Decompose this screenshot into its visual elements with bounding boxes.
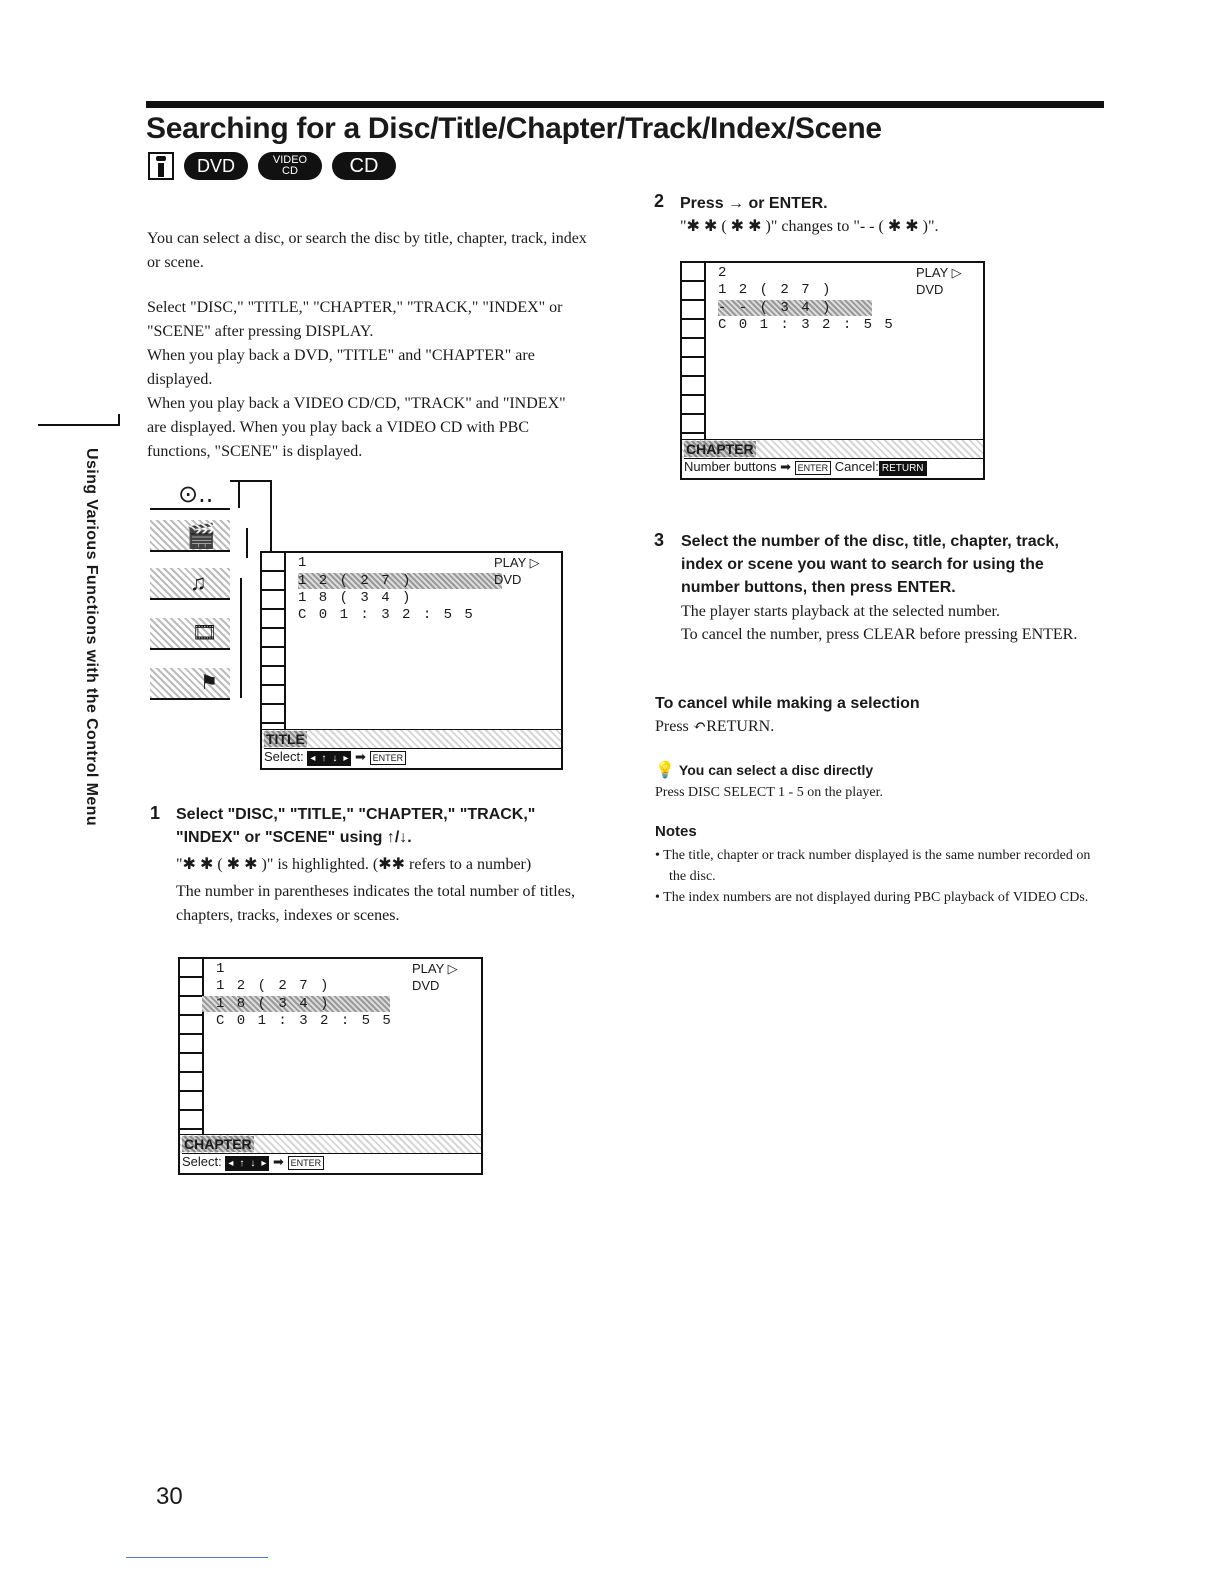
osd-play: PLAY ▷ — [494, 555, 540, 570]
cd-badge: CD — [332, 152, 396, 180]
osd-play: PLAY ▷ — [412, 961, 458, 976]
disc-type-icons — [148, 152, 396, 180]
cancel-heading: To cancel while making a selection — [655, 695, 920, 712]
video-cd-badge-top: VIDEO — [272, 154, 308, 166]
info-icon — [148, 152, 174, 180]
osd-footer-select: Select: ◂ ↑ ↓ ▸ ➡ ENTER — [182, 1153, 483, 1171]
osd-line-2: 1 2 ( 2 7 ) — [216, 978, 331, 994]
osd-line-2: 1 2 ( 2 7 ) — [298, 573, 502, 589]
side-tab-rule — [38, 424, 120, 426]
tip — [655, 760, 1095, 780]
step-3-text-2: To cancel the number, press CLEAR before pressing ENTER. — [681, 626, 1078, 643]
tip-text: Press DISC SELECT 1 - 5 on the player. — [655, 785, 884, 800]
description-line: When you play back a DVD, "TITLE" and "CHAPTER" are displayed. — [147, 347, 535, 388]
osd-type: DVD — [916, 282, 944, 297]
music-note-icon: ♫ — [190, 570, 207, 595]
osd-line-3: - - ( 3 4 ) — [718, 300, 872, 316]
tip-heading: You can select a disc directly — [678, 762, 874, 778]
osd-line-1: 2 — [718, 265, 729, 281]
notes-list — [655, 845, 1100, 908]
osd-line-2: 1 2 ( 2 7 ) — [718, 282, 833, 298]
description-line: When you play back a VIDEO CD/CD, "TRACK" and "INDEX" are displayed. When you play back a VIDEO CD with PBC functions, "SCENE" is displayed. — [147, 395, 566, 460]
step-3-number: 3 — [654, 530, 665, 550]
osd-line-4: C 0 1 : 3 2 : 5 5 — [298, 607, 475, 623]
osd-type: DVD — [494, 572, 522, 587]
intro-text: You can select a disc, or search the disc by title, chapter, track, index or scene. — [147, 230, 587, 271]
osd-footer-select-text: Select: — [264, 749, 304, 764]
osd-footer-label: TITLE — [266, 731, 305, 747]
osd-chapter-screen — [178, 957, 483, 1175]
step-1-number: 1 — [150, 803, 161, 823]
note-item: • The index numbers are not displayed during PBC playback of VIDEO CDs. — [655, 890, 1089, 905]
osd-footer — [180, 1134, 481, 1173]
side-tab-tick — [118, 414, 120, 426]
osd-play: PLAY ▷ — [916, 265, 962, 280]
osd-title-screen — [260, 551, 563, 770]
step-2-heading: Press → or ENTER. — [680, 195, 828, 212]
clapper-icon: 🎬 — [186, 524, 216, 550]
step-3-heading: Select the number of the disc, title, chapter, track, index or scene you want to search for using the number buttons, then press ENTER. — [681, 533, 1059, 596]
osd-play-label: PLAY — [916, 265, 949, 280]
lightbulb-icon: 💡 — [655, 762, 675, 779]
footer-rule — [126, 1557, 268, 1558]
disc-icon: ⊙.. — [178, 480, 214, 508]
osd-line-1: 1 — [298, 555, 309, 571]
page-number: 30 — [156, 1483, 183, 1510]
dvd-badge: DVD — [184, 152, 248, 180]
osd-footer-label: CHAPTER — [686, 441, 754, 457]
osd-footer — [682, 439, 983, 478]
osd-footer-select-text: Select: — [182, 1154, 222, 1169]
description-line: Select "DISC," "TITLE," "CHAPTER," "TRACK," "INDEX" or "SCENE" after pressing DISPLAY. — [147, 299, 563, 340]
osd-footer — [262, 729, 561, 768]
step-1-text-2: The number in parentheses indicates the total number of titles, chapters, tracks, indexes or scenes. — [176, 883, 575, 924]
page-title: Searching for a Disc/Title/Chapter/Track/Index/Scene — [146, 112, 882, 145]
step-2-number: 2 — [654, 191, 665, 211]
step-1-heading: Select "DISC," "TITLE," "CHAPTER," "TRACK," "INDEX" or "SCENE" using ↑/↓. — [176, 806, 536, 846]
video-cd-badge — [258, 152, 322, 180]
osd-line-4: C 0 1 : 3 2 : 5 5 — [718, 317, 895, 333]
osd-type: DVD — [412, 978, 440, 993]
step-3-text-1: The player starts playback at the selected number. — [681, 603, 1000, 620]
osd-footer-select: Select: ◂ ↑ ↓ ▸ ➡ ENTER — [264, 748, 563, 766]
osd-play-label: PLAY — [494, 555, 527, 570]
notes-heading: Notes — [655, 823, 697, 840]
osd-line-4: C 0 1 : 3 2 : 5 5 — [216, 1013, 393, 1029]
step-2-text: "✱ ✱ ( ✱ ✱ )" changes to "- - ( ✱ ✱ )". — [680, 218, 939, 235]
description — [147, 296, 587, 464]
osd-line-3: 1 8 ( 3 4 ) — [298, 590, 413, 606]
osd-cancel-text: Cancel: — [834, 459, 879, 474]
cancel-text: Press ↶RETURN. — [655, 718, 775, 735]
enter-key: ENTER — [795, 461, 832, 475]
title-rule — [146, 101, 1104, 108]
osd-number-entry-screen — [680, 261, 985, 480]
track-menu-icon — [150, 618, 230, 650]
osd-play-label: PLAY — [412, 961, 445, 976]
osd-footer-select: Number buttons ➡ ENTER Cancel: RETURN — [684, 458, 985, 476]
return-key: RETURN — [879, 461, 927, 476]
index-menu-icon — [150, 668, 230, 700]
osd-footer-label: CHAPTER — [184, 1136, 252, 1152]
side-tab-text: Using Various Functions with the Control Menu — [83, 448, 100, 826]
enter-key: ENTER — [370, 751, 407, 765]
osd-footer-select-text: Number buttons — [684, 459, 777, 474]
osd-line-3: 1 8 ( 3 4 ) — [202, 996, 390, 1012]
enter-key: ENTER — [288, 1156, 325, 1170]
osd-line-1: 1 — [216, 961, 227, 977]
film-icon: 🎞 — [192, 622, 218, 644]
video-cd-badge-bottom: CD — [282, 165, 298, 177]
side-tab — [78, 448, 100, 878]
flag-icon: ⚑ — [200, 672, 218, 694]
note-item: • The title, chapter or track number displayed is the same number recorded on the disc. — [655, 848, 1091, 884]
step-1-text-1: "✱ ✱ ( ✱ ✱ )" is highlighted. (✱✱ refers to a number) — [176, 856, 532, 873]
